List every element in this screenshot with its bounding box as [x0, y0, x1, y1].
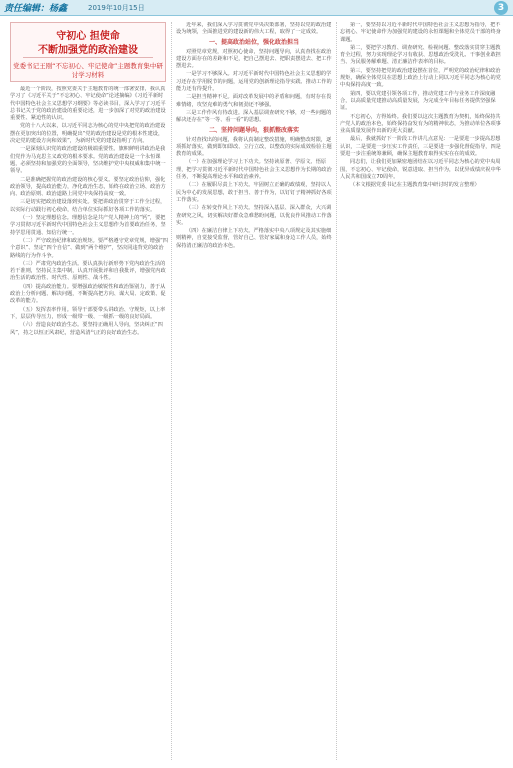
paragraph: 近年来，我们深入学习贯彻党中央决策部署，坚持以党的政治建设为统领，全面推进党的建设新的伟大工程，取得了一定成效。	[176, 22, 332, 36]
headline-banner	[10, 22, 166, 82]
paragraph: （本文根据党委书记在主题教育集中研讨时的发言整理）	[350, 182, 480, 189]
paragraph: 对照党章党规，对照初心使命，坚持问题导向，认真查找在政治建设方面存在的差距和不足，把自己摆进去、把职责摆进去、把工作摆进去。	[176, 48, 332, 70]
paragraph: 不忘初心，方得始终。我们要以这次主题教育为契机，始终保持共产党人的政治本色，始终保持奋发有为的精神状态，为推动单位各项事业高质量发展作出新的更大贡献。	[340, 113, 501, 135]
paragraph: 第一，要坚持以习近平新时代中国特色社会主义思想为指导，把不忘初心、牢记使命作为加强党的建设的永恒课题和全体党员干部的终身课题。	[340, 22, 501, 43]
column-divider	[336, 22, 337, 760]
paragraph: （二）严守政治纪律和政治规矩。要严格遵守党章党规，增强“四个意识”、坚定“四个自信”、做到“两个维护”，坚决同违背党的政治路线的行为作斗争。	[10, 237, 168, 259]
paragraph: 一是学习不够深入。对习近平新时代中国特色社会主义思想的学习还存在学用脱节的问题，运用党的创新理论指导实践、推动工作的能力还有待提升。	[176, 71, 332, 93]
paragraph: （三）在转变作风上下功夫。坚持深入基层、深入群众，大兴调查研究之风，切实解决好群众急难愁盼问题，以优良作风推动工作落实。	[176, 205, 332, 226]
paragraph: 同志们，让我们更加紧密地团结在以习近平同志为核心的党中央周围，不忘初心、牢记使命，锐意进取、担当作为，以优异成绩庆祝中华人民共和国成立70周年。	[340, 159, 501, 180]
section-editor: 责任编辑：杨鑫	[4, 4, 68, 14]
paragraph: 二是准确把握党的政治建设的核心要义。要坚定政治信仰，强化政治领导，提高政治能力，净化政治生态，始终在政治立场、政治方向、政治原则、政治道路上同党中央保持高度一致。	[10, 176, 166, 198]
paragraph: （五）发挥表率作用。领导干部要带头讲政治、守规矩，以上率下，层层传导压力，形成一级带一级、一级抓一级的良好局面。	[10, 306, 166, 320]
paragraph: 最后，我就抓好下一阶段工作讲几点意见：一是要进一步提高思想认识，二是要进一步压实工作责任，三是要进一步强化督促指导，四是要进一步注重统筹兼顾，确保主题教育取得实实在在的成效。	[340, 136, 501, 158]
paragraph: （四）提高政治能力。要增强政治敏锐性和政治鉴别力，善于从政治上分析问题、解决问题，不断提高把方向、谋大局、定政策、促改革的能力。	[10, 283, 166, 305]
paragraph: （一）坚定理想信念。理想信念是共产党人精神上的“钙”，要把学习贯彻习近平新时代中国特色社会主义思想作为首要政治任务，坚持学思用贯通、知信行统一。	[10, 215, 166, 236]
paragraph: 三是工作作风有待改进。深入基层调查研究不够，对一些问题的解决还存在“等一等、看一看”的思想。	[176, 109, 332, 124]
masthead	[0, 0, 513, 16]
paragraph: （四）在廉洁自律上下功夫。严格落实中央八项规定及其实施细则精神，自觉接受监督，管好自己、管好家属和身边工作人员，始终保持清正廉洁的政治本色。	[176, 228, 332, 249]
paragraph: 一是深刻认识党的政治建设的极端重要性。旗帜鲜明讲政治是我们党作为马克思主义政党的根本要求。党的政治建设是一个永恒课题，必须坚持和加强党的全面领导，坚决维护党中央权威和集中统一领导。	[10, 146, 166, 175]
headline-divider	[23, 57, 153, 58]
paragraph: （三）严肃党内政治生活。要认真执行新形势下党内政治生活的若干准则，坚持民主集中制，认真开展批评和自我批评，增强党内政治生活的政治性、时代性、原则性、战斗性。	[10, 260, 166, 282]
section-heading: 二、坚持问题导向，狠抓整改落实	[208, 126, 299, 134]
page-number-badge: 3	[494, 1, 508, 15]
paragraph: （二）在履职尽责上下功夫。牢固树立正确的政绩观，坚持以人民为中心的发展思想，敢于担当、善于作为，以钉钉子精神抓好各项工作落实。	[176, 182, 332, 203]
paragraph: 三是切实把政治建设落到实处。要把讲政治贯穿于工作全过程，以实际行动践行初心使命，结合单位实际抓好各项工作的落实。	[10, 199, 166, 213]
article-column-1	[10, 86, 168, 760]
headline-subtitle: 党委书记王刚“不忘初心、牢记使命”主题教育集中研讨学习材料	[13, 62, 163, 79]
column-divider	[171, 22, 172, 760]
headline-line-2: 不断加强党的政治建设	[38, 45, 138, 56]
paragraph: 第三，要坚持把党的政治建设摆在首位，严明党的政治纪律和政治规矩，确保全体党员在思想上政治上行动上同以习近平同志为核心的党中央保持高度一致。	[340, 67, 501, 89]
paragraph: 针对查找出的问题，我将认真制定整改措施，明确整改时限，逐项抓好落实，做到即知即改、立行立改，以整改的实际成效检验主题教育的成果。	[176, 136, 332, 158]
issue-date: 2019年10月15日	[88, 4, 145, 12]
paragraph: （一）在加强理论学习上下功夫。坚持读原著、学原文、悟原理，把学习贯彻习近平新时代中国特色社会主义思想作为长期的政治任务，不断提高理论水平和政治素养。	[176, 159, 332, 181]
headline-line-1: 守初心 担使命	[56, 31, 120, 42]
paragraph: 党的十八大以来，以习近平同志为核心的党中央把党的政治建设摆在更加突出的位置，明确提出“党的政治建设是党的根本性建设，决定党的建设方向和效果”，为新时代党的建设指明了方向。	[10, 123, 166, 145]
article-column-3	[340, 22, 504, 760]
paragraph: （六）营造良好政治生态。要坚持正确用人导向，坚决纠正“四风”，持之以恒正风肃纪，营造风清气正的良好政治生态。	[10, 322, 163, 336]
article-column-2	[176, 22, 332, 760]
paragraph: 最近一个阶段，按照党委关于主题教育的统一部署安排，我认真学习了《习近平关于“不忘初心、牢记使命”论述摘编》《习近平新时代中国特色社会主义思想学习纲要》等必读书目，深入学习了习近平总书记关于党的政治建设的重要论述，进一步加深了对党的政治建设重要性、紧迫性的认识。	[10, 86, 166, 122]
paragraph: 第四，要以党建引领各项工作，推动党建工作与业务工作深度融合，以高质量党建推动高质量发展，为完成全年目标任务提供坚强保证。	[340, 90, 496, 112]
section-heading: 一、提高政治站位，强化政治担当	[208, 38, 299, 46]
paragraph: 第二，要把学习教育、调查研究、检视问题、整改落实贯穿主题教育全过程，努力实现理论学习有收获、思想政治受洗礼、干事创业敢担当、为民服务解难题、清正廉洁作表率的目标。	[340, 44, 501, 66]
paragraph: 二是担当精神不足。面对改革发展中的矛盾和问题，有时存在畏难情绪，攻坚克难的勇气和韧劲还不够强。	[176, 94, 332, 108]
